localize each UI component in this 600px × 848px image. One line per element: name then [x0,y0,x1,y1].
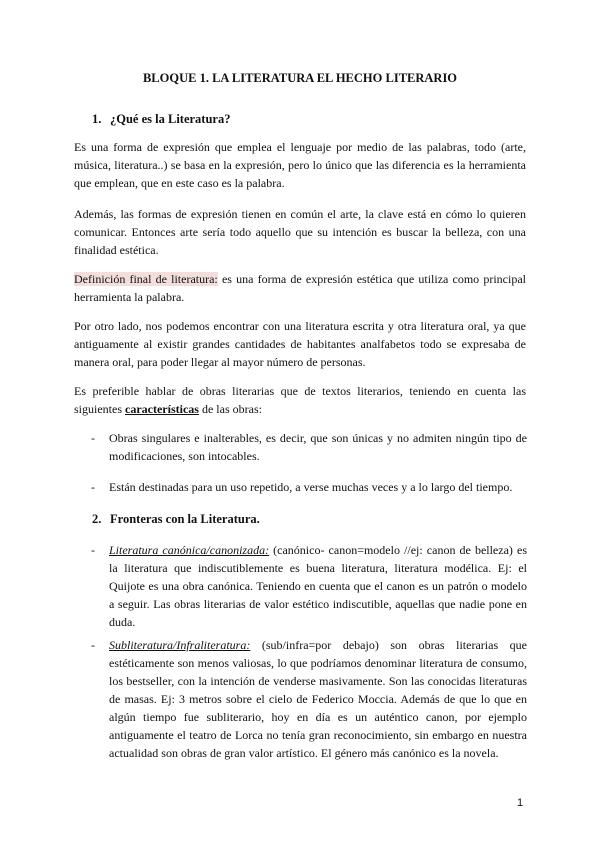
section-heading-text: Fronteras con la Literatura. [110,512,260,526]
paragraph: Por otro lado, nos podemos encontrar con una literatura escrita y otra literatura oral, ya que antiguamente al existir grandes cantidades de habitantes analfabetos todo se expresaba de manera oral, para poder llegar al mayor número de personas. [74,319,526,369]
section-number: 1. [92,112,102,126]
section-number: 2. [92,512,102,526]
page-number: 1 [517,797,524,809]
term: Subliteratura/Infraliteratura: [109,638,251,652]
section-heading-text: ¿Qué es la Literatura? [110,112,231,126]
paragraph [74,382,526,418]
term-description: (canónico- canon=modelo //ej: canon de belleza) es la literatura que indiscutiblemente es buena literatura, literatura modélica. Ej: el Quijote es una obra canónica. Teniendo en cuenta que el canon es un patrón o modelo a seguir. Las obras literarias de valor estético indiscutible, aquellas que nadie pone en duda. [109,543,527,629]
list-item [109,636,527,762]
bullet-mark: - [91,638,95,652]
definition-text: es una forma de expresión estética que utiliza como principal herramienta la palabra. [74,272,526,304]
section-heading-2 [92,512,260,527]
bullet-mark: - [91,543,95,557]
text-run: Es preferible hablar de obras literarias que de textos literarios, teniendo en cuenta las siguientes [74,384,526,416]
emphasis-text: características [125,402,199,416]
document-title: BLOQUE 1. LA LITERATURA EL HECHO LITERARIO [142,71,458,85]
section-heading-1 [92,112,230,127]
list-item: Están destinadas para un uso repetido, a verse muchas veces y a lo largo del tiempo. [109,480,513,494]
term-description: (sub/infra=por debajo) son obras literarias que estéticamente son menos valiosas, lo que podríamos denominar literatura de consumo, los bestseller, con la intención de venderse masivamente. Son las conocidas literaturas de masas. Ej: 3 metros sobre el cielo de Federico Moccia. Además de que lo que en algún tiempo fue subliterario, hoy en día es un auténtico canon, por ejemplo antiguamente el teatro de Lorca no tenía gran reconocimiento, sin embargo en nuestra actualidad son obras de gran valor artístico. El género más canónico es la novela. [109,638,527,760]
definition-paragraph [74,270,526,306]
term: Literatura canónica/canonizada: [109,543,270,557]
paragraph: Además, las formas de expresión tienen en común el arte, la clave está en cómo lo quieren comunicar. Entonces arte sería todo aquello que su intención es buscar la belleza, con una finalidad estética. [74,207,526,257]
definition-label: Definición final de literatura: [74,272,218,286]
text-run: de las obras: [198,402,262,416]
list-item [109,541,527,631]
paragraph: Es una forma de expresión que emplea el lenguaje por medio de las palabras, todo (arte, música, literatura..) se basa en la expresión, pero lo único que las diferencia es la herramienta que emplean, que en este caso es la palabra. [74,140,526,190]
bullet-mark: - [91,480,95,494]
list-item: Obras singulares e inalterables, es decir, que son únicas y no admiten ningún tipo de modificaciones, son intocables. [109,431,527,463]
bullet-mark: - [91,431,95,445]
